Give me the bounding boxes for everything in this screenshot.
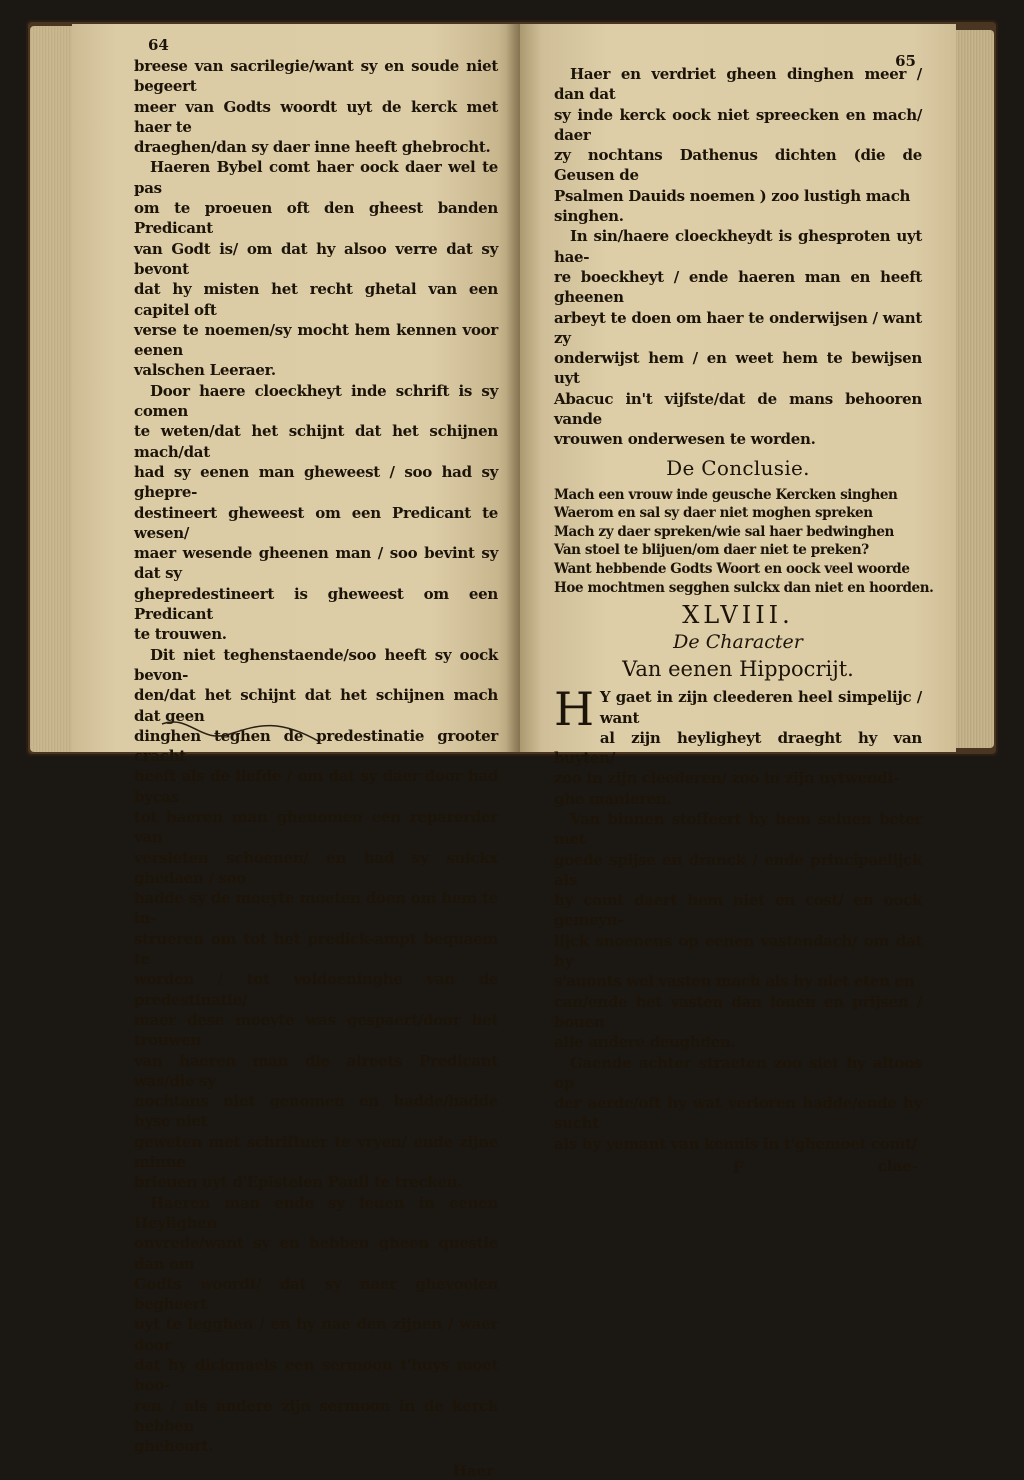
verse-line: Mach zy daer spreken/wie sal haer bedwinghen <box>554 523 894 540</box>
text-line: als hy yemant van kennis in t'ghemoet comt/ <box>554 1134 917 1153</box>
chapter-title: Van eenen Hippocrijt. <box>622 657 854 682</box>
catchword-right: clae- <box>877 1157 918 1176</box>
text-line: nochtans niet genomen en hadde/hadde hyse niet <box>134 1092 498 1131</box>
text-line: versleten schoenen/ en had sy sulckx ghedaen / soo <box>134 848 498 887</box>
conclusion-heading: De Conclusie. <box>666 455 810 480</box>
text-line: ren / als andere zijn sermoon in de kerck hebben <box>134 1396 498 1435</box>
text-line: te weten/dat het schijnt dat het schijnen mach/dat <box>134 422 498 461</box>
text-line: s'auonts wel vasten mach als hy niet eten en <box>554 972 915 991</box>
text-line: tot haeren man ghenomen een reparerder van <box>134 807 498 847</box>
pen-scribble-mark <box>160 714 330 754</box>
text-line: Van binnen stoffeert hy hem seluen beter met <box>554 809 922 849</box>
page-edges-right <box>952 30 994 748</box>
text-line: heeft als de liefde / om dat sy daer door had bycas <box>134 767 498 806</box>
text-line: goede spijse en dranck / ende principaelijck als <box>554 850 922 889</box>
text-line: had sy eenen man gheweest / soo had sy ghepre- <box>134 462 498 502</box>
text-line: Dit niet teghenstaende/soo heeft sy oock bevon- <box>134 645 498 684</box>
chapter-number: XLVIII. <box>682 601 794 630</box>
text-line: hadde sy de moeyte moeten doen om hem te in- <box>134 889 498 928</box>
right-page <box>520 24 956 1178</box>
text-line: Abacuc in't vijfste/dat de mans behooren vande <box>554 389 922 429</box>
text-line: al zijn heyligheyt draeght hy van buyten/ <box>554 728 922 768</box>
text-line: ghe manieren. <box>554 789 672 808</box>
verse-line: Mach een vrouw inde geusche Kercken singhen <box>554 486 898 503</box>
text-line: verse te noemen/sy mocht hem kennen voor eenen <box>134 320 498 360</box>
text-line: can/ende het vasten dan louen en prijsen / bouen <box>554 992 922 1031</box>
text-line: Door haere cloeckheyt inde schrift is sy comen <box>134 381 498 421</box>
text-line: van haeren man die alreets Predicant was/die sy <box>134 1051 498 1090</box>
text-line: geweten met schriftuer te vryen/ ende zijne minne <box>134 1132 498 1172</box>
text-line: strueren om tot het predick-ampt bequaem te <box>134 929 498 969</box>
verse-line: Want hebbende Godts Woort en oock veel woorde <box>554 561 910 578</box>
text-line: Godts woordt/ dat sy naer ghevoelen begheert <box>134 1274 498 1314</box>
text-line: maer dese moeyte was gespaert/door het trouwen <box>134 1010 498 1050</box>
text-line: worden / tot voldoeninghe van de predestinatie/ <box>134 970 498 1009</box>
text-line: Y gaet in zijn cleederen heel simpelijc / want <box>599 688 922 727</box>
drop-cap-letter: H <box>554 682 594 737</box>
text-line: dat hy misten het recht ghetal van een capitel oft <box>134 280 498 319</box>
text-line: der aerde/oft hy wat verloren hadde/ende hy sucht <box>554 1094 922 1133</box>
text-line: draeghen/dan sy daer inne heeft ghebrocht. <box>134 138 491 157</box>
conclusion-verse <box>554 486 934 598</box>
right-page-text <box>554 64 922 450</box>
text-line: meer van Godts woordt uyt de kerck met haer te <box>134 97 498 136</box>
text-line: breese van sacrilegie/want sy en soude niet begeert <box>134 57 498 96</box>
text-line: destineert gheweest om een Predicant te wesen/ <box>134 503 498 542</box>
text-line: Haeren Bybel comt haer oock daer wel te pas <box>134 158 498 197</box>
text-line: In sin/haere cloeckheydt is ghesproten uyt hae- <box>554 227 922 266</box>
text-line: Gaende achter straeten zoo siet hy altoos op <box>554 1053 922 1092</box>
right-page-text-bottom <box>554 809 922 1154</box>
text-line: re boeckheyt / ende haeren man en heeft gheenen <box>554 267 922 307</box>
signature-mark: F <box>732 1158 744 1178</box>
text-line: lijck snoenens op eenen vastendach/ om dat hy <box>554 931 922 971</box>
catchword-left: Haer <box>452 1462 494 1480</box>
page-number-right: 65 <box>895 52 916 70</box>
text-line: valschen Leeraer. <box>134 361 276 380</box>
text-line: vrouwen onderwesen te worden. <box>554 430 816 449</box>
text-line: van Godt is/ om dat hy alsoo verre dat sy bevont <box>134 239 498 278</box>
text-line: hy comt daert hem niet en cost/ en oock gemeyn- <box>554 891 922 930</box>
text-line: dinghen teghen de predestinatie grooter cracht <box>134 726 498 766</box>
text-line: om te proeuen oft den gheest banden Predicant <box>134 199 498 238</box>
text-line: ghehoort. <box>134 1437 214 1456</box>
text-line: onvrede/want sy en hebben gheen questie dan om <box>134 1234 498 1273</box>
text-line: dat hy dickmaels een sermoon t'huys moet hoo- <box>134 1356 498 1395</box>
text-line: te trouwen. <box>134 625 227 644</box>
verse-line: Hoe mochtmen segghen sulckx dan niet en hoorden. <box>554 579 934 596</box>
text-line: Psalmen Dauids noemen ) zoo lustigh mach <box>554 186 911 205</box>
text-line: Haer en verdriet gheen dinghen meer / dan dat <box>554 65 922 104</box>
text-line: zoo in zijn cleederen/ zoo in zijn uytwendi- <box>554 769 899 788</box>
chapter-subtitle: De Character <box>673 631 803 654</box>
page-number-left: 64 <box>148 36 169 54</box>
text-line: Haeren man ende sy leuen in eenen Heylighen <box>134 1193 498 1232</box>
text-line: alle andere deughden. <box>554 1033 736 1052</box>
opening-paragraph <box>554 682 922 809</box>
left-page <box>72 24 520 1480</box>
verse-line: Van stoel te blijuen/om daer niet te preken? <box>554 542 869 559</box>
text-line: sy inde kerck oock niet spreecken en mach/ daer <box>554 105 922 144</box>
text-line: zy nochtans Dathenus dichten (die de Geusen de <box>554 146 922 185</box>
text-line: arbeyt te doen om haer te onderwijsen / want zy <box>554 308 922 347</box>
text-line: ghepredestineert is gheweest om een Predicant <box>134 584 498 624</box>
verse-line: Waerom en sal sy daer niet moghen spreken <box>554 505 873 522</box>
text-line: brieuen uyt d'Epistelen Pauli te trecken. <box>134 1173 463 1192</box>
left-page-text <box>134 56 498 1456</box>
text-line: uyt te legghen / en hy nae den zijnen / waer door <box>134 1315 498 1354</box>
text-line: singhen. <box>554 207 624 226</box>
text-line: maer wesende gheenen man / soo bevint sy dat sy <box>134 544 498 583</box>
text-line: den/dat het schijnt dat het schijnen mach dat geen <box>134 686 498 725</box>
text-line: onderwijst hem / en weet hem te bewijsen uyt <box>554 349 922 388</box>
